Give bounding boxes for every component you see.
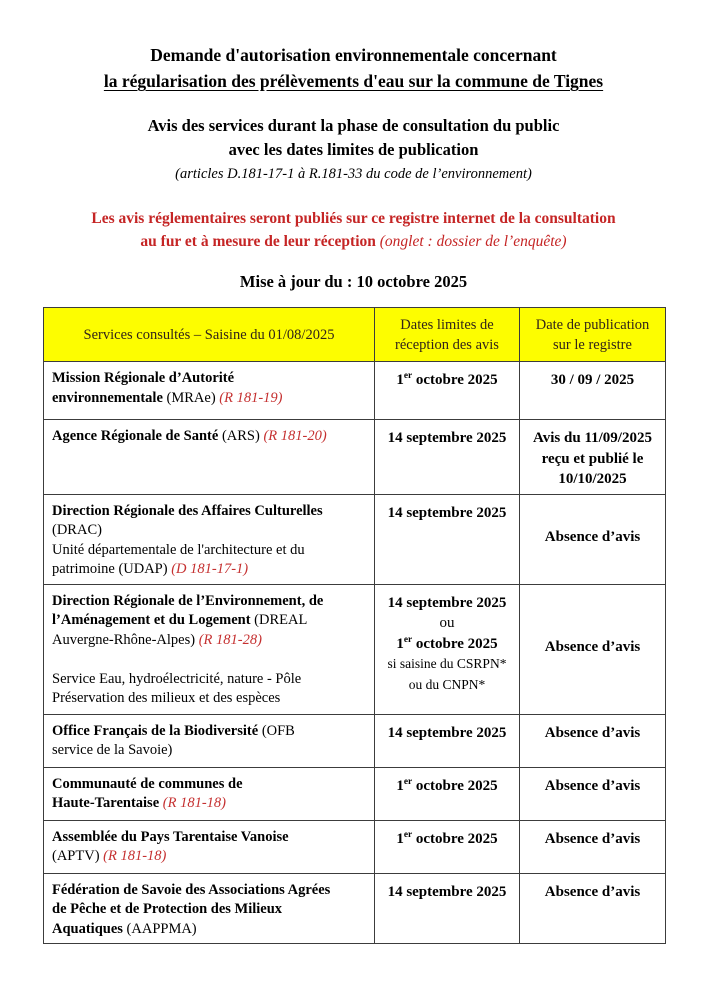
- page-subtitle-line2: avec les dates limites de publication: [228, 140, 479, 159]
- date-cell: 1er octobre 2025: [375, 362, 520, 420]
- date-cell: 14 septembre 2025: [375, 420, 520, 495]
- date-cell: 14 septembre 2025: [375, 873, 520, 944]
- table-row: [44, 584, 666, 714]
- notice-bold-text: au fur et à mesure de leur réception: [140, 233, 376, 250]
- page-title-line2: la régularisation des prélèvements d'eau sur la commune de Tignes: [103, 71, 604, 91]
- update-date-line: Mise à jour du : 10 octobre 2025: [239, 272, 468, 291]
- publication-notice: [0, 207, 707, 253]
- publication-cell: Absence d’avis: [520, 494, 666, 584]
- table-header-row: [44, 308, 666, 362]
- table-row: [44, 714, 666, 767]
- services-table: [43, 307, 666, 944]
- service-cell: Fédération de Savoie des Associations Agrées de Pêche et de Protection des Milieux Aquatiques (AAPPMA): [44, 873, 375, 944]
- publication-notice-line1: Les avis réglementaires seront publiés sur ce registre internet de la consultation: [91, 210, 616, 227]
- service-cell: Office Français de la Biodiversité (OFB service de la Savoie): [44, 714, 375, 767]
- page-title: [0, 0, 707, 94]
- service-cell: Direction Régionale de l’Environnement, de l’Aménagement et du Logement (DREAL Auvergne-Rhône-Alpes) (R 181-28) Service Eau, hydroélectricité, nature - Pôle Préservation des milieux et des espèces: [44, 584, 375, 714]
- articles-note: (articles D.181-17-1 à R.181-33 du code de l’environnement): [175, 166, 532, 182]
- publication-cell: Absence d’avis: [520, 767, 666, 820]
- publication-cell: Absence d’avis: [520, 714, 666, 767]
- page-subtitle-line1: Avis des services durant la phase de consultation du public: [147, 116, 560, 135]
- page-title-line1: Demande d'autorisation environnementale concernant: [150, 45, 557, 65]
- header-services-consultes: Services consultés – Saisine du 01/08/2025: [44, 308, 375, 362]
- publication-cell: Absence d’avis: [520, 873, 666, 944]
- notice-onglet-text: (onglet : dossier de l’enquête): [375, 233, 567, 250]
- service-cell: Assemblée du Pays Tarentaise Vanoise (APTV) (R 181-18): [44, 820, 375, 873]
- date-cell: 1er octobre 2025: [375, 767, 520, 820]
- service-cell: Communauté de communes de Haute-Tarentaise (R 181-18): [44, 767, 375, 820]
- publication-notice-line2: [0, 230, 707, 253]
- page-subtitle: [0, 114, 707, 162]
- table-row: [44, 420, 666, 495]
- date-cell: 14 septembre 2025: [375, 714, 520, 767]
- date-cell: 14 septembre 2025 ou 1er octobre 2025 si saisine du CSRPN* ou du CNPN*: [375, 584, 520, 714]
- table-row: [44, 362, 666, 420]
- header-date-publication: Date de publication sur le registre: [520, 308, 666, 362]
- date-cell: 1er octobre 2025: [375, 820, 520, 873]
- service-cell: Direction Régionale des Affaires Culturelles (DRAC) Unité départementale de l'architecture et du patrimoine (UDAP) (D 181-17-1): [44, 494, 375, 584]
- publication-cell: 30 / 09 / 2025: [520, 362, 666, 420]
- table-row: [44, 873, 666, 944]
- service-cell: Agence Régionale de Santé (ARS) (R 181-20): [44, 420, 375, 495]
- publication-cell: Absence d’avis: [520, 584, 666, 714]
- date-cell: 14 septembre 2025: [375, 494, 520, 584]
- publication-cell: Absence d’avis: [520, 820, 666, 873]
- table-row: [44, 494, 666, 584]
- publication-cell: Avis du 11/09/2025 reçu et publié le 10/10/2025: [520, 420, 666, 495]
- header-dates-limites: Dates limites de réception des avis: [375, 308, 520, 362]
- table-row: [44, 767, 666, 820]
- table-row: [44, 820, 666, 873]
- service-cell: Mission Régionale d’Autorité environnementale (MRAe) (R 181-19): [44, 362, 375, 420]
